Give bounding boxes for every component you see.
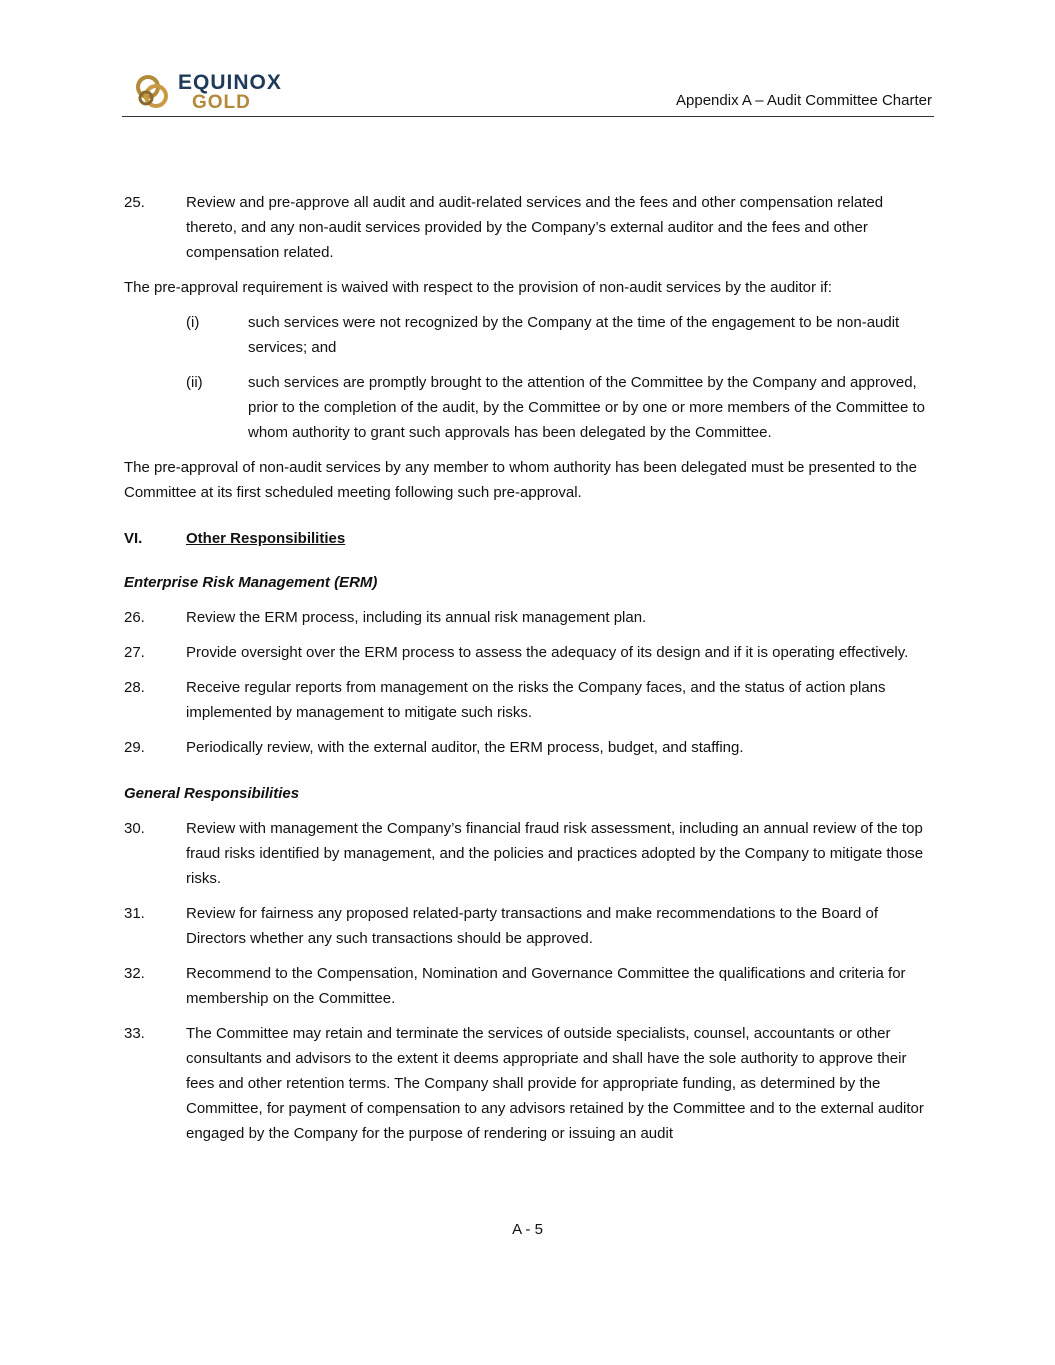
list-item — [124, 640, 932, 665]
sub-list-item — [186, 310, 932, 360]
item-number: 29. — [124, 739, 145, 756]
section-heading — [124, 526, 932, 551]
item-text: Recommend to the Compensation, Nomination and Governance Committee the qualifications and criteria for membership on the Committee. — [186, 965, 906, 1007]
subheading-general: General Responsibilities — [124, 785, 300, 802]
item-number: 25. — [124, 194, 145, 211]
section-title: Other Responsibilities — [186, 530, 346, 547]
item-text: Review for fairness any proposed related-party transactions and make recommendations to the Board of Directors whether any such transactions should be approved. — [186, 905, 879, 947]
item-text: Receive regular reports from management on the risks the Company faces, and the status of action plans implemented by management to mitigate such risks. — [186, 679, 886, 721]
list-item — [124, 816, 932, 891]
list-item — [124, 605, 932, 630]
paragraph: The pre-approval requirement is waived with respect to the provision of non-audit services by the auditor if: — [124, 279, 832, 296]
item-number: 27. — [124, 644, 145, 661]
list-item — [124, 901, 932, 951]
logo-text-gold: GOLD — [192, 92, 251, 113]
paragraph: The pre-approval of non-audit services by any member to whom authority has been delegated must be presented to the Committee at its first scheduled meeting following such pre-approval. — [124, 459, 917, 501]
item-number: 28. — [124, 679, 145, 696]
sub-list-item — [186, 370, 932, 445]
sub-item-text: such services are promptly brought to the attention of the Committee by the Company and approved, prior to the completion of the audit, by the Committee or by one or more members of the Committee to whom authority to grant such approvals has been delegated by the Committee. — [248, 374, 925, 441]
subheading-erm: Enterprise Risk Management (ERM) — [124, 574, 378, 591]
list-item — [124, 961, 932, 1011]
item-text: The Committee may retain and terminate the services of outside specialists, counsel, accountants or other consultants and advisors to the extent it deems appropriate and shall have the sole authority to approve their fees and other retention terms. The Company shall provide for appropriate funding, as determined by the Committee, for payment of compensation to any advisors retained by the Committee and to the external auditor engaged by the Company for the purpose of rendering or issuing an audit — [186, 1025, 924, 1142]
page-header — [122, 68, 934, 117]
item-number: 26. — [124, 609, 145, 626]
item-text: Periodically review, with the external auditor, the ERM process, budget, and staffing. — [186, 739, 744, 756]
page-number: A - 5 — [512, 1221, 543, 1238]
sub-item-number: (ii) — [186, 374, 203, 391]
document-body — [124, 190, 932, 1156]
list-item — [124, 675, 932, 725]
company-logo — [132, 70, 302, 114]
item-text: Review the ERM process, including its annual risk management plan. — [186, 609, 647, 626]
list-item — [124, 1021, 932, 1146]
equinox-gold-logo-icon — [132, 72, 172, 112]
item-text: Review and pre-approve all audit and audit-related services and the fees and other compensation related thereto, and any non-audit services provided by the Company’s external auditor and the fees and other compensation related. — [186, 194, 884, 261]
item-number: 33. — [124, 1025, 145, 1042]
item-number: 31. — [124, 905, 145, 922]
header-title: Appendix A – Audit Committee Charter — [676, 92, 932, 109]
item-text: Review with management the Company’s financial fraud risk assessment, including an annual review of the top fraud risks identified by management, and the policies and practices adopted by the Company to mitigate those risks. — [186, 820, 924, 887]
sub-item-number: (i) — [186, 314, 200, 331]
item-text: Provide oversight over the ERM process to assess the adequacy of its design and if it is operating effectively. — [186, 644, 909, 661]
list-item — [124, 735, 932, 760]
logo-text-equinox: EQUINOX — [178, 71, 282, 94]
sub-item-text: such services were not recognized by the Company at the time of the engagement to be non-audit services; and — [248, 314, 900, 356]
list-item — [124, 190, 932, 265]
item-number: 30. — [124, 820, 145, 837]
section-number: VI. — [124, 530, 143, 547]
item-number: 32. — [124, 965, 145, 982]
